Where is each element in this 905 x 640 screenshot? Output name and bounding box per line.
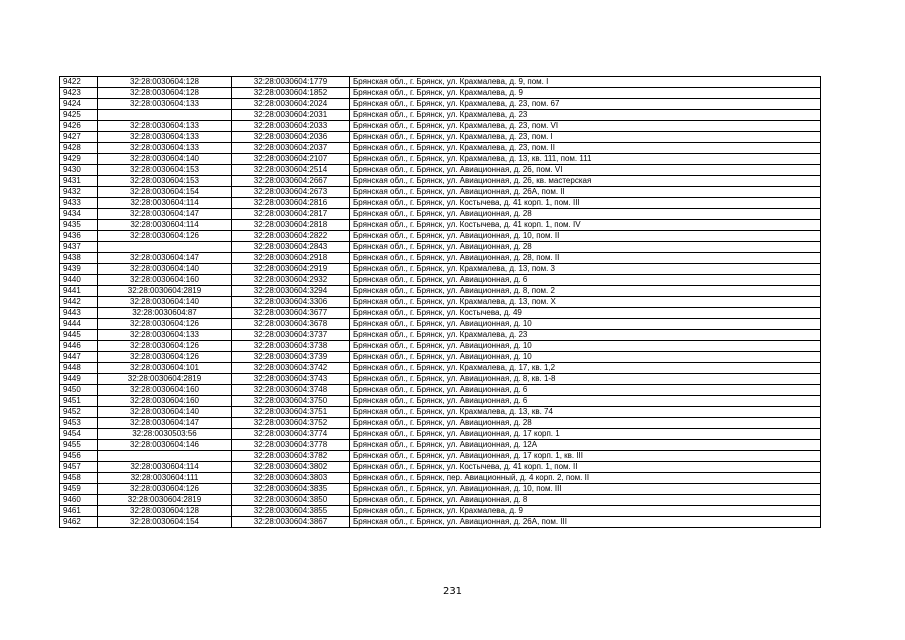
table-row xyxy=(60,341,821,352)
row-number-cell: 9438 xyxy=(60,253,98,264)
row-number-cell: 9449 xyxy=(60,374,98,385)
row-number-cell: 9448 xyxy=(60,363,98,374)
parent-cadastral-number-cell: 32:28:0030604:114 xyxy=(98,220,232,231)
address-cell: Брянская обл., г. Брянск, ул. Авиационная, д. 28, пом. II xyxy=(350,253,821,264)
parent-cadastral-number-cell: 32:28:0030604:140 xyxy=(98,264,232,275)
address-cell: Брянская обл., г. Брянск, ул. Костычева, д. 49 xyxy=(350,308,821,319)
table-row xyxy=(60,297,821,308)
row-number-cell: 9447 xyxy=(60,352,98,363)
parent-cadastral-number-cell: 32:28:0030604:133 xyxy=(98,330,232,341)
row-number-cell: 9423 xyxy=(60,88,98,99)
address-cell: Брянская обл., г. Брянск, ул. Костычева, д. 41 корп. 1, пом. IV xyxy=(350,220,821,231)
cadastral-number-cell: 32:28:0030604:3751 xyxy=(232,407,350,418)
parent-cadastral-number-cell: 32:28:0030604:128 xyxy=(98,506,232,517)
cadastral-number-cell: 32:28:0030604:2822 xyxy=(232,231,350,242)
parent-cadastral-number-cell: 32:28:0030604:126 xyxy=(98,352,232,363)
address-cell: Брянская обл., г. Брянск, ул. Крахмалева, д. 9, пом. I xyxy=(350,77,821,88)
row-number-cell: 9460 xyxy=(60,495,98,506)
cadastral-number-cell: 32:28:0030604:2036 xyxy=(232,132,350,143)
table-row xyxy=(60,462,821,473)
row-number-cell: 9451 xyxy=(60,396,98,407)
registry-table-body xyxy=(60,77,821,528)
address-cell: Брянская обл., г. Брянск, ул. Крахмалева, д. 13, пом. 3 xyxy=(350,264,821,275)
address-cell: Брянская обл., г. Брянск, ул. Авиационная, д. 10 xyxy=(350,352,821,363)
address-cell: Брянская обл., г. Брянск, ул. Крахмалева, д. 17, кв. 1,2 xyxy=(350,363,821,374)
row-number-cell: 9461 xyxy=(60,506,98,517)
table-row xyxy=(60,396,821,407)
table-row xyxy=(60,176,821,187)
table-row xyxy=(60,88,821,99)
cadastral-number-cell: 32:28:0030604:3867 xyxy=(232,517,350,528)
cadastral-number-cell: 32:28:0030604:3803 xyxy=(232,473,350,484)
cadastral-number-cell: 32:28:0030604:3737 xyxy=(232,330,350,341)
address-cell: Брянская обл., г. Брянск, ул. Авиационная, д. 17 корп. 1 xyxy=(350,429,821,440)
table-row xyxy=(60,121,821,132)
address-cell: Брянская обл., г. Брянск, ул. Авиационная, д. 8, пом. 2 xyxy=(350,286,821,297)
row-number-cell: 9458 xyxy=(60,473,98,484)
table-row xyxy=(60,451,821,462)
address-cell: Брянская обл., г. Брянск, ул. Крахмалева, д. 23, пом. 67 xyxy=(350,99,821,110)
cadastral-number-cell: 32:28:0030604:2667 xyxy=(232,176,350,187)
parent-cadastral-number-cell: 32:28:0030604:114 xyxy=(98,198,232,209)
cadastral-number-cell: 32:28:0030604:3782 xyxy=(232,451,350,462)
address-cell: Брянская обл., г. Брянск, ул. Крахмалева, д. 13, кв. 111, пом. 111 xyxy=(350,154,821,165)
parent-cadastral-number-cell: 32:28:0030604:128 xyxy=(98,88,232,99)
table-row xyxy=(60,517,821,528)
parent-cadastral-number-cell: 32:28:0030604:140 xyxy=(98,297,232,308)
cadastral-number-cell: 32:28:0030604:1779 xyxy=(232,77,350,88)
row-number-cell: 9450 xyxy=(60,385,98,396)
table-row xyxy=(60,154,821,165)
address-cell: Брянская обл., г. Брянск, ул. Авиационная, д. 12А xyxy=(350,440,821,451)
parent-cadastral-number-cell: 32:28:0030604:153 xyxy=(98,165,232,176)
row-number-cell: 9437 xyxy=(60,242,98,253)
cadastral-number-cell: 32:28:0030604:3677 xyxy=(232,308,350,319)
row-number-cell: 9432 xyxy=(60,187,98,198)
cadastral-number-cell: 32:28:0030604:3743 xyxy=(232,374,350,385)
parent-cadastral-number-cell: 32:28:0030604:133 xyxy=(98,121,232,132)
table-row xyxy=(60,110,821,121)
parent-cadastral-number-cell xyxy=(98,451,232,462)
cadastral-number-cell: 32:28:0030604:3306 xyxy=(232,297,350,308)
row-number-cell: 9455 xyxy=(60,440,98,451)
table-row xyxy=(60,308,821,319)
table-row xyxy=(60,231,821,242)
address-cell: Брянская обл., г. Брянск, ул. Авиационная, д. 28 xyxy=(350,418,821,429)
row-number-cell: 9435 xyxy=(60,220,98,231)
parent-cadastral-number-cell: 32:28:0030604:160 xyxy=(98,396,232,407)
cadastral-number-cell: 32:28:0030604:2514 xyxy=(232,165,350,176)
cadastral-number-cell: 32:28:0030604:3855 xyxy=(232,506,350,517)
address-cell: Брянская обл., г. Брянск, ул. Крахмалева, д. 13, кв. 74 xyxy=(350,407,821,418)
table-row xyxy=(60,385,821,396)
cadastral-number-cell: 32:28:0030604:2918 xyxy=(232,253,350,264)
table-row xyxy=(60,429,821,440)
cadastral-number-cell: 32:28:0030604:3835 xyxy=(232,484,350,495)
address-cell: Брянская обл., г. Брянск, ул. Авиационная, д. 10 xyxy=(350,319,821,330)
address-cell: Брянская обл., г. Брянск, ул. Авиационная, д. 26, пом. VI xyxy=(350,165,821,176)
cadastral-number-cell: 32:28:0030604:3739 xyxy=(232,352,350,363)
parent-cadastral-number-cell xyxy=(98,110,232,121)
cadastral-number-cell: 32:28:0030604:2673 xyxy=(232,187,350,198)
address-cell: Брянская обл., г. Брянск, ул. Крахмалева, д. 23 xyxy=(350,110,821,121)
row-number-cell: 9429 xyxy=(60,154,98,165)
row-number-cell: 9459 xyxy=(60,484,98,495)
row-number-cell: 9452 xyxy=(60,407,98,418)
address-cell: Брянская обл., г. Брянск, ул. Крахмалева, д. 23, пом. VI xyxy=(350,121,821,132)
table-row xyxy=(60,220,821,231)
table-row xyxy=(60,187,821,198)
parent-cadastral-number-cell: 32:28:0030604:133 xyxy=(98,132,232,143)
table-row xyxy=(60,407,821,418)
parent-cadastral-number-cell: 32:28:0030503:56 xyxy=(98,429,232,440)
row-number-cell: 9443 xyxy=(60,308,98,319)
table-row xyxy=(60,209,821,220)
row-number-cell: 9431 xyxy=(60,176,98,187)
address-cell: Брянская обл., г. Брянск, ул. Авиационная, д. 26А, пом. II xyxy=(350,187,821,198)
table-row xyxy=(60,242,821,253)
cadastral-number-cell: 32:28:0030604:2817 xyxy=(232,209,350,220)
address-cell: Брянская обл., г. Брянск, ул. Авиационная, д. 6 xyxy=(350,396,821,407)
cadastral-number-cell: 32:28:0030604:3752 xyxy=(232,418,350,429)
row-number-cell: 9456 xyxy=(60,451,98,462)
parent-cadastral-number-cell: 32:28:0030604:160 xyxy=(98,385,232,396)
cadastral-number-cell: 32:28:0030604:2031 xyxy=(232,110,350,121)
cadastral-number-cell: 32:28:0030604:3778 xyxy=(232,440,350,451)
parent-cadastral-number-cell: 32:28:0030604:153 xyxy=(98,176,232,187)
row-number-cell: 9424 xyxy=(60,99,98,110)
row-number-cell: 9436 xyxy=(60,231,98,242)
parent-cadastral-number-cell: 32:28:0030604:87 xyxy=(98,308,232,319)
cadastral-number-cell: 32:28:0030604:2919 xyxy=(232,264,350,275)
cadastral-number-cell: 32:28:0030604:3742 xyxy=(232,363,350,374)
table-row xyxy=(60,319,821,330)
parent-cadastral-number-cell: 32:28:0030604:133 xyxy=(98,143,232,154)
address-cell: Брянская обл., г. Брянск, ул. Крахмалева, д. 23 xyxy=(350,330,821,341)
table-row xyxy=(60,77,821,88)
parent-cadastral-number-cell: 32:28:0030604:126 xyxy=(98,319,232,330)
cadastral-number-cell: 32:28:0030604:2037 xyxy=(232,143,350,154)
address-cell: Брянская обл., г. Брянск, ул. Авиационная, д. 26, кв. мастерская xyxy=(350,176,821,187)
cadastral-number-cell: 32:28:0030604:3678 xyxy=(232,319,350,330)
row-number-cell: 9454 xyxy=(60,429,98,440)
page-number: 231 xyxy=(442,586,463,597)
table-row xyxy=(60,495,821,506)
parent-cadastral-number-cell: 32:28:0030604:147 xyxy=(98,418,232,429)
row-number-cell: 9422 xyxy=(60,77,98,88)
address-cell: Брянская обл., г. Брянск, ул. Крахмалева, д. 9 xyxy=(350,506,821,517)
row-number-cell: 9428 xyxy=(60,143,98,154)
parent-cadastral-number-cell: 32:28:0030604:2819 xyxy=(98,374,232,385)
parent-cadastral-number-cell: 32:28:0030604:147 xyxy=(98,209,232,220)
table-row xyxy=(60,418,821,429)
parent-cadastral-number-cell: 32:28:0030604:126 xyxy=(98,484,232,495)
row-number-cell: 9446 xyxy=(60,341,98,352)
cadastral-number-cell: 32:28:0030604:2024 xyxy=(232,99,350,110)
table-row xyxy=(60,275,821,286)
cadastral-number-cell: 32:28:0030604:3774 xyxy=(232,429,350,440)
address-cell: Брянская обл., г. Брянск, ул. Авиационная, д. 28 xyxy=(350,209,821,220)
cadastral-number-cell: 32:28:0030604:3294 xyxy=(232,286,350,297)
parent-cadastral-number-cell: 32:28:0030604:154 xyxy=(98,517,232,528)
cadastral-number-cell: 32:28:0030604:2818 xyxy=(232,220,350,231)
address-cell: Брянская обл., г. Брянск, ул. Авиационная, д. 6 xyxy=(350,275,821,286)
parent-cadastral-number-cell xyxy=(98,242,232,253)
table-row xyxy=(60,506,821,517)
row-number-cell: 9430 xyxy=(60,165,98,176)
cadastral-number-cell: 32:28:0030604:2033 xyxy=(232,121,350,132)
address-cell: Брянская обл., г. Брянск, ул. Авиационная, д. 8 xyxy=(350,495,821,506)
row-number-cell: 9427 xyxy=(60,132,98,143)
address-cell: Брянская обл., г. Брянск, ул. Авиационная, д. 10, пом. II xyxy=(350,231,821,242)
address-cell: Брянская обл., г. Брянск, пер. Авиационный, д. 4 корп. 2, пом. II xyxy=(350,473,821,484)
table-row xyxy=(60,440,821,451)
table-row xyxy=(60,99,821,110)
parent-cadastral-number-cell: 32:28:0030604:111 xyxy=(98,473,232,484)
row-number-cell: 9441 xyxy=(60,286,98,297)
cadastral-number-cell: 32:28:0030604:1852 xyxy=(232,88,350,99)
row-number-cell: 9426 xyxy=(60,121,98,132)
cadastral-number-cell: 32:28:0030604:3802 xyxy=(232,462,350,473)
table-row xyxy=(60,165,821,176)
cadastral-number-cell: 32:28:0030604:2932 xyxy=(232,275,350,286)
cadastral-number-cell: 32:28:0030604:2816 xyxy=(232,198,350,209)
table-row xyxy=(60,198,821,209)
parent-cadastral-number-cell: 32:28:0030604:2819 xyxy=(98,286,232,297)
cadastral-number-cell: 32:28:0030604:3738 xyxy=(232,341,350,352)
parent-cadastral-number-cell: 32:28:0030604:140 xyxy=(98,407,232,418)
parent-cadastral-number-cell: 32:28:0030604:146 xyxy=(98,440,232,451)
row-number-cell: 9440 xyxy=(60,275,98,286)
address-cell: Брянская обл., г. Брянск, ул. Крахмалева, д. 13, пом. X xyxy=(350,297,821,308)
table-row xyxy=(60,330,821,341)
row-number-cell: 9425 xyxy=(60,110,98,121)
cadastral-number-cell: 32:28:0030604:2107 xyxy=(232,154,350,165)
address-cell: Брянская обл., г. Брянск, ул. Костычева, д. 41 корп. 1, пом. III xyxy=(350,198,821,209)
address-cell: Брянская обл., г. Брянск, ул. Крахмалева, д. 9 xyxy=(350,88,821,99)
parent-cadastral-number-cell: 32:28:0030604:114 xyxy=(98,462,232,473)
row-number-cell: 9433 xyxy=(60,198,98,209)
parent-cadastral-number-cell: 32:28:0030604:160 xyxy=(98,275,232,286)
address-cell: Брянская обл., г. Брянск, ул. Крахмалева, д. 23, пом. II xyxy=(350,143,821,154)
table-row xyxy=(60,132,821,143)
registry-table xyxy=(59,76,821,528)
row-number-cell: 9439 xyxy=(60,264,98,275)
row-number-cell: 9457 xyxy=(60,462,98,473)
table-row xyxy=(60,253,821,264)
cadastral-number-cell: 32:28:0030604:3748 xyxy=(232,385,350,396)
address-cell: Брянская обл., г. Брянск, ул. Крахмалева, д. 23, пом. I xyxy=(350,132,821,143)
parent-cadastral-number-cell: 32:28:0030604:147 xyxy=(98,253,232,264)
parent-cadastral-number-cell: 32:28:0030604:126 xyxy=(98,231,232,242)
parent-cadastral-number-cell: 32:28:0030604:140 xyxy=(98,154,232,165)
cadastral-number-cell: 32:28:0030604:2843 xyxy=(232,242,350,253)
row-number-cell: 9442 xyxy=(60,297,98,308)
table-row xyxy=(60,374,821,385)
table-row xyxy=(60,473,821,484)
parent-cadastral-number-cell: 32:28:0030604:2819 xyxy=(98,495,232,506)
address-cell: Брянская обл., г. Брянск, ул. Авиационная, д. 6 xyxy=(350,385,821,396)
parent-cadastral-number-cell: 32:28:0030604:128 xyxy=(98,77,232,88)
address-cell: Брянская обл., г. Брянск, ул. Костычева, д. 41 корп. 1, пом. II xyxy=(350,462,821,473)
parent-cadastral-number-cell: 32:28:0030604:133 xyxy=(98,99,232,110)
row-number-cell: 9434 xyxy=(60,209,98,220)
table-row xyxy=(60,286,821,297)
row-number-cell: 9453 xyxy=(60,418,98,429)
address-cell: Брянская обл., г. Брянск, ул. Авиационная, д. 10, пом. III xyxy=(350,484,821,495)
address-cell: Брянская обл., г. Брянск, ул. Авиационная, д. 8, кв. 1-8 xyxy=(350,374,821,385)
table-row xyxy=(60,484,821,495)
address-cell: Брянская обл., г. Брянск, ул. Авиационная, д. 28 xyxy=(350,242,821,253)
address-cell: Брянская обл., г. Брянск, ул. Авиационная, д. 10 xyxy=(350,341,821,352)
table-row xyxy=(60,363,821,374)
row-number-cell: 9444 xyxy=(60,319,98,330)
parent-cadastral-number-cell: 32:28:0030604:126 xyxy=(98,341,232,352)
table-row xyxy=(60,264,821,275)
table-row xyxy=(60,352,821,363)
cadastral-number-cell: 32:28:0030604:3850 xyxy=(232,495,350,506)
row-number-cell: 9462 xyxy=(60,517,98,528)
parent-cadastral-number-cell: 32:28:0030604:101 xyxy=(98,363,232,374)
address-cell: Брянская обл., г. Брянск, ул. Авиационная, д. 26А, пом. III xyxy=(350,517,821,528)
address-cell: Брянская обл., г. Брянск, ул. Авиационная, д. 17 корп. 1, кв. III xyxy=(350,451,821,462)
parent-cadastral-number-cell: 32:28:0030604:154 xyxy=(98,187,232,198)
table-row xyxy=(60,143,821,154)
row-number-cell: 9445 xyxy=(60,330,98,341)
cadastral-number-cell: 32:28:0030604:3750 xyxy=(232,396,350,407)
